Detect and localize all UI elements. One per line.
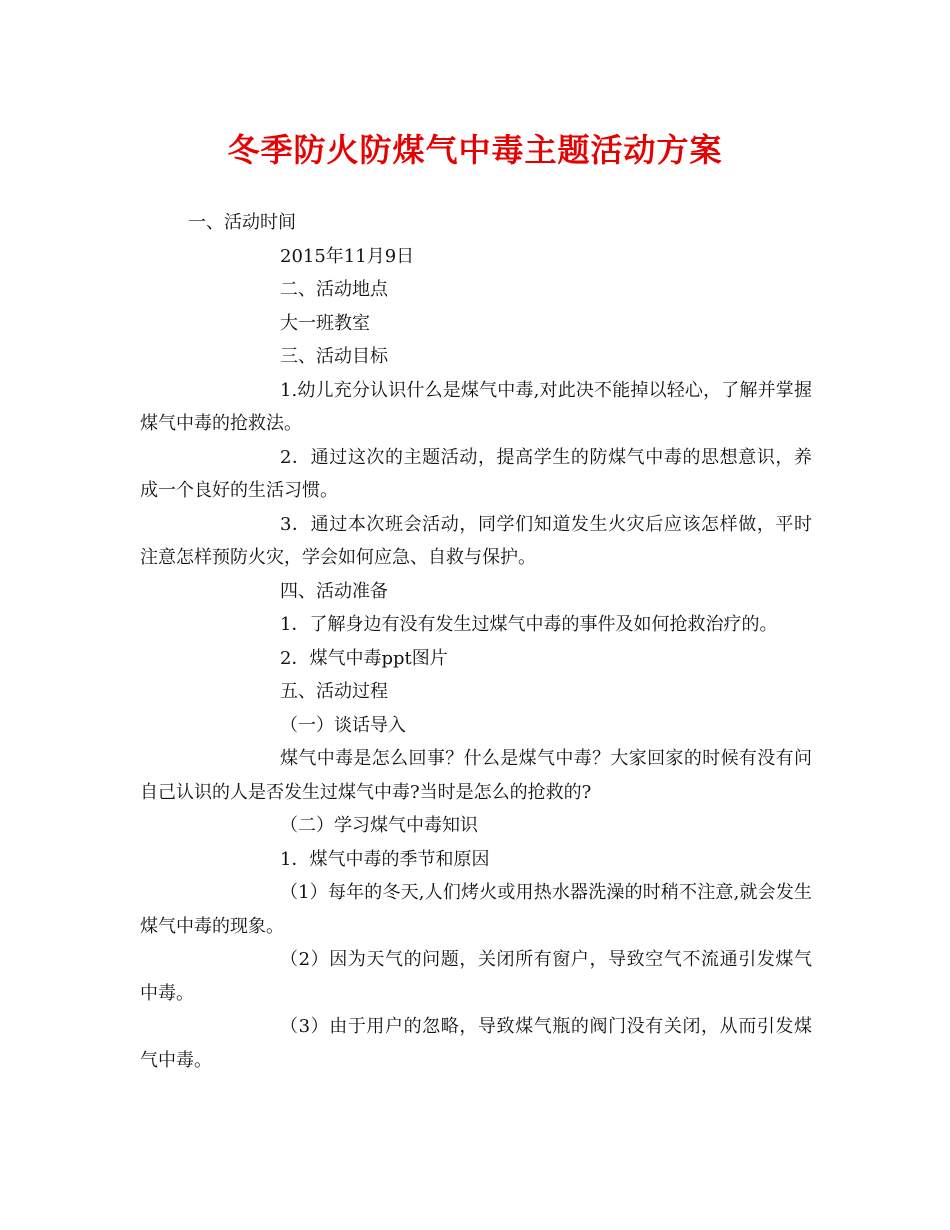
paragraph-intro-talk: 煤气中毒是怎么回事？什么是煤气中毒？大家回家的时候有没有问自己认识的人是否发生过煤气中毒?当时是怎么的抢救的? xyxy=(140,748,812,803)
section-heading-location: 二、活动地点 xyxy=(280,279,388,300)
section-heading-preparation: 四、活动准备 xyxy=(280,580,388,602)
paragraph-cause-1: （1）每年的冬天,人们烤火或用热水器洗澡的时稍不注意,就会发生煤气中毒的现象。 xyxy=(140,882,812,937)
subheading-knowledge: （二）学习煤气中毒知识 xyxy=(280,815,478,836)
section-heading-process: 五、活动过程 xyxy=(280,681,388,702)
paragraph-location: 大一班教室 xyxy=(280,312,370,334)
paragraph-season-cause: 1．煤气中毒的季节和原因 xyxy=(280,848,490,870)
paragraph-date: 2015年11月9日 xyxy=(280,245,415,267)
subheading-intro-talk: （一）谈话导入 xyxy=(280,714,406,736)
paragraph-prep-1: 1．了解身边有没有发生过煤气中毒的事件及如何抢救治疗的。 xyxy=(280,614,778,635)
document-body xyxy=(140,206,812,1077)
paragraph-cause-3: （3）由于用户的忽略，导致煤气瓶的阀门没有关闭，从而引发煤气中毒。 xyxy=(140,1016,812,1071)
paragraph-goal-3: 3．通过本次班会活动，同学们知道发生火灾后应该怎样做，平时注意怎样预防火灾，学会如何应急、自救与保护。 xyxy=(140,513,812,568)
section-heading-time: 一、活动时间 xyxy=(188,212,296,233)
paragraph-goal-2: 2．通过这次的主题活动，提高学生的防煤气中毒的思想意识，养成一个良好的生活习惯。 xyxy=(140,446,812,501)
paragraph-prep-2: 2．煤气中毒ppt图片 xyxy=(280,647,448,669)
paragraph-goal-1: 1.幼儿充分认识什么是煤气中毒,对此决不能掉以轻心，了解并掌握煤气中毒的抢救法。 xyxy=(140,379,812,434)
document-title: 冬季防火防煤气中毒主题活动方案 xyxy=(227,131,723,169)
paragraph-cause-2: （2）因为天气的问题，关闭所有窗户，导致空气不流通引发煤气中毒。 xyxy=(140,949,812,1004)
section-heading-goals: 三、活动目标 xyxy=(280,346,388,367)
